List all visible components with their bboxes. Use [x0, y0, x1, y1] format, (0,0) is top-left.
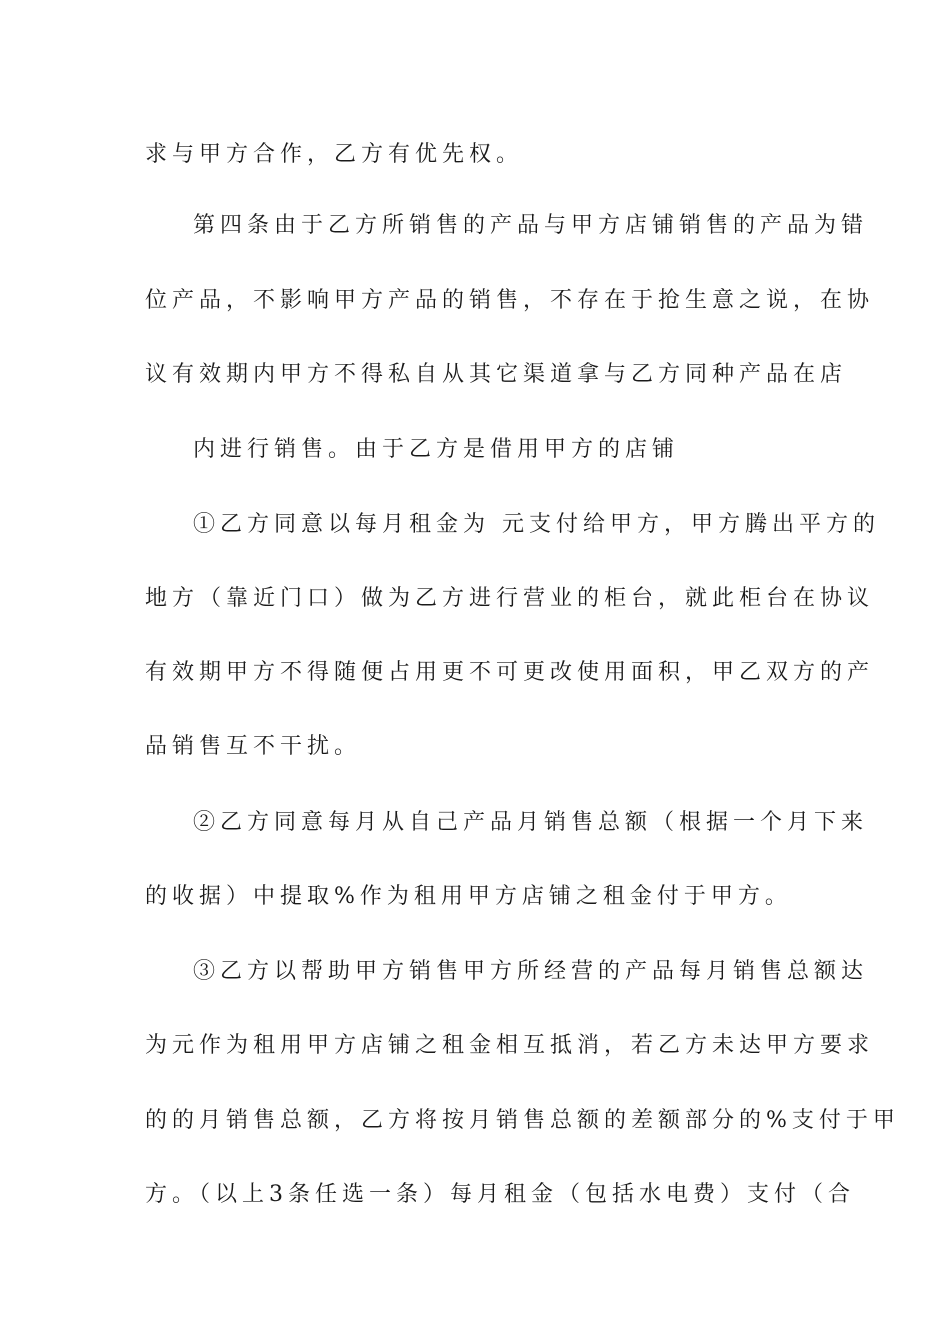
- text-line: ①乙方同意以每月租金为 元支付给甲方，甲方腾出平方的: [193, 512, 880, 537]
- text-line: 地方（靠近门口）做为乙方进行营业的柜台，就此柜台在协议: [145, 586, 875, 611]
- text-line: ③乙方以帮助甲方销售甲方所经营的产品每月销售总额达: [193, 959, 869, 984]
- text-line: 议有效期内甲方不得私自从其它渠道拿与乙方同种产品在店: [145, 362, 848, 387]
- text-line: 第四条由于乙方所销售的产品与甲方店铺销售的产品为错: [193, 213, 869, 238]
- text-line: ②乙方同意每月从自己产品月销售总额（根据一个月下来: [193, 810, 869, 835]
- text-line: 为元作为租用甲方店铺之租金相互抵消，若乙方未达甲方要求: [145, 1033, 875, 1058]
- text-line: 的收据）中提取%作为租用甲方店铺之租金付于甲方。: [145, 884, 792, 909]
- text-line: 位产品，不影响甲方产品的销售，不存在于抢生意之说，在协: [145, 288, 875, 313]
- text-line: 有效期甲方不得随便占用更不可更改使用面积，甲乙双方的产: [145, 660, 875, 685]
- text-line: 求与甲方合作，乙方有优先权。: [145, 142, 524, 167]
- text-line: 内进行销售。由于乙方是借用甲方的店铺: [193, 437, 680, 462]
- text-line: 的的月销售总额，乙方将按月销售总额的差额部分的%支付于甲: [145, 1108, 900, 1133]
- text-line: 方。（以上3条任选一条）每月租金（包括水电费）支付（合: [145, 1182, 855, 1207]
- text-line: 品销售互不干扰。: [145, 734, 362, 759]
